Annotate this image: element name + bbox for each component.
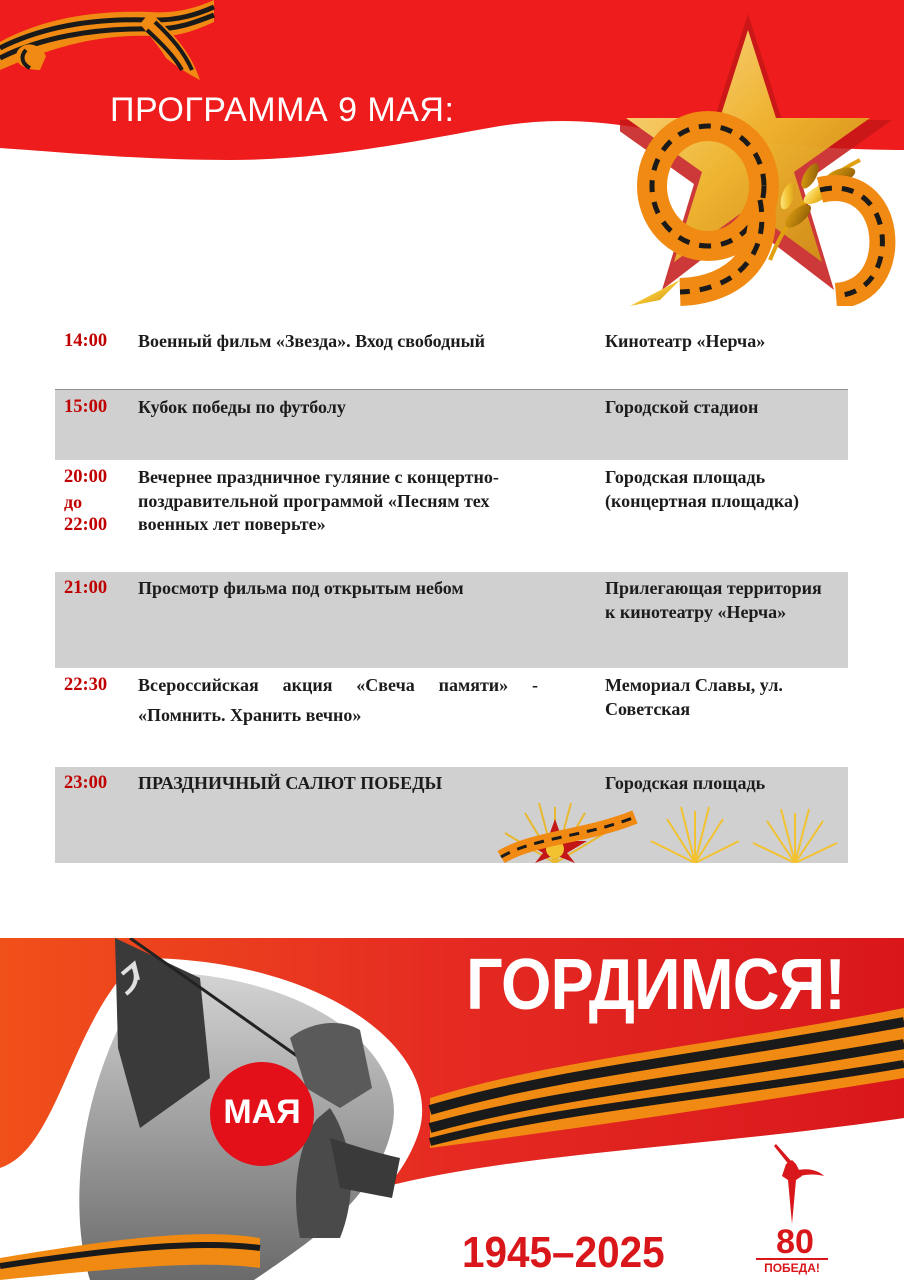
event-time: 15:00 bbox=[64, 397, 108, 417]
event-time-to: до bbox=[64, 491, 83, 512]
event-place bbox=[605, 466, 845, 513]
motherland-statue-icon bbox=[752, 1140, 832, 1226]
event-time-start: 20:00 bbox=[64, 467, 108, 487]
event-title-line: военных лет поверьте» bbox=[138, 514, 326, 534]
event-place-line: (концертная площадка) bbox=[605, 490, 799, 511]
may-badge bbox=[210, 1062, 314, 1166]
schedule-table bbox=[55, 318, 848, 863]
event-place bbox=[605, 674, 845, 721]
event-place: Городской стадион bbox=[605, 397, 759, 417]
event-title: Военный фильм «Звезда». Вход свободный bbox=[138, 331, 485, 351]
event-place-line: к кинотеатру «Нерча» bbox=[605, 601, 787, 622]
event-title-line: Всероссийская акция «Свеча памяти» - bbox=[138, 675, 538, 695]
firework-icon bbox=[651, 807, 837, 863]
event-title: ПРАЗДНИЧНЫЙ САЛЮТ ПОБЕДЫ bbox=[138, 773, 443, 793]
event-place: Городская площадь bbox=[605, 773, 766, 793]
event-place-line: Прилегающая территория bbox=[605, 578, 822, 598]
event-place: Кинотеатр «Нерча» bbox=[605, 331, 766, 351]
event-place bbox=[605, 577, 845, 624]
order-star-icon bbox=[495, 797, 848, 863]
event-title-line: Вечернее праздничное гуляние с концертно- bbox=[138, 467, 499, 487]
event-title-line: поздравительной программой «Песням тех bbox=[138, 490, 490, 511]
table-row bbox=[55, 572, 848, 668]
event-time: 22:30 bbox=[64, 675, 108, 695]
table-row bbox=[55, 460, 848, 572]
may-badge-label: МАЯ bbox=[223, 1093, 301, 1131]
event-time: 14:00 bbox=[64, 331, 108, 351]
years-label: 1945–2025 bbox=[462, 1228, 665, 1277]
event-title bbox=[138, 674, 538, 727]
event-time bbox=[64, 466, 107, 537]
logo-number: 80 bbox=[776, 1223, 814, 1261]
page-title: ПРОГРАММА 9 МАЯ: bbox=[110, 91, 455, 129]
event-title: Кубок победы по футболу bbox=[138, 397, 346, 417]
logo-word: ПОБЕДА! bbox=[756, 1258, 828, 1275]
event-time-end: 22:00 bbox=[64, 514, 108, 535]
event-place-line: Городская площадь bbox=[605, 467, 766, 487]
victory-80-logo bbox=[752, 1140, 832, 1278]
banner-headline: ГОРДИМСЯ! bbox=[466, 945, 845, 1025]
event-time: 21:00 bbox=[64, 578, 108, 598]
event-title-line: «Помнить. Хранить вечно» bbox=[138, 704, 362, 725]
event-title bbox=[138, 466, 538, 537]
victory-9-emblem-icon bbox=[620, 10, 896, 306]
event-place-line: Мемориал Славы, ул. bbox=[605, 675, 783, 695]
table-row bbox=[55, 767, 848, 863]
table-row bbox=[55, 389, 848, 460]
event-place-line: Советская bbox=[605, 698, 691, 719]
event-title: Просмотр фильма под открытым небом bbox=[138, 578, 464, 598]
table-row bbox=[55, 318, 848, 389]
table-row bbox=[55, 668, 848, 767]
event-time: 23:00 bbox=[64, 773, 108, 793]
